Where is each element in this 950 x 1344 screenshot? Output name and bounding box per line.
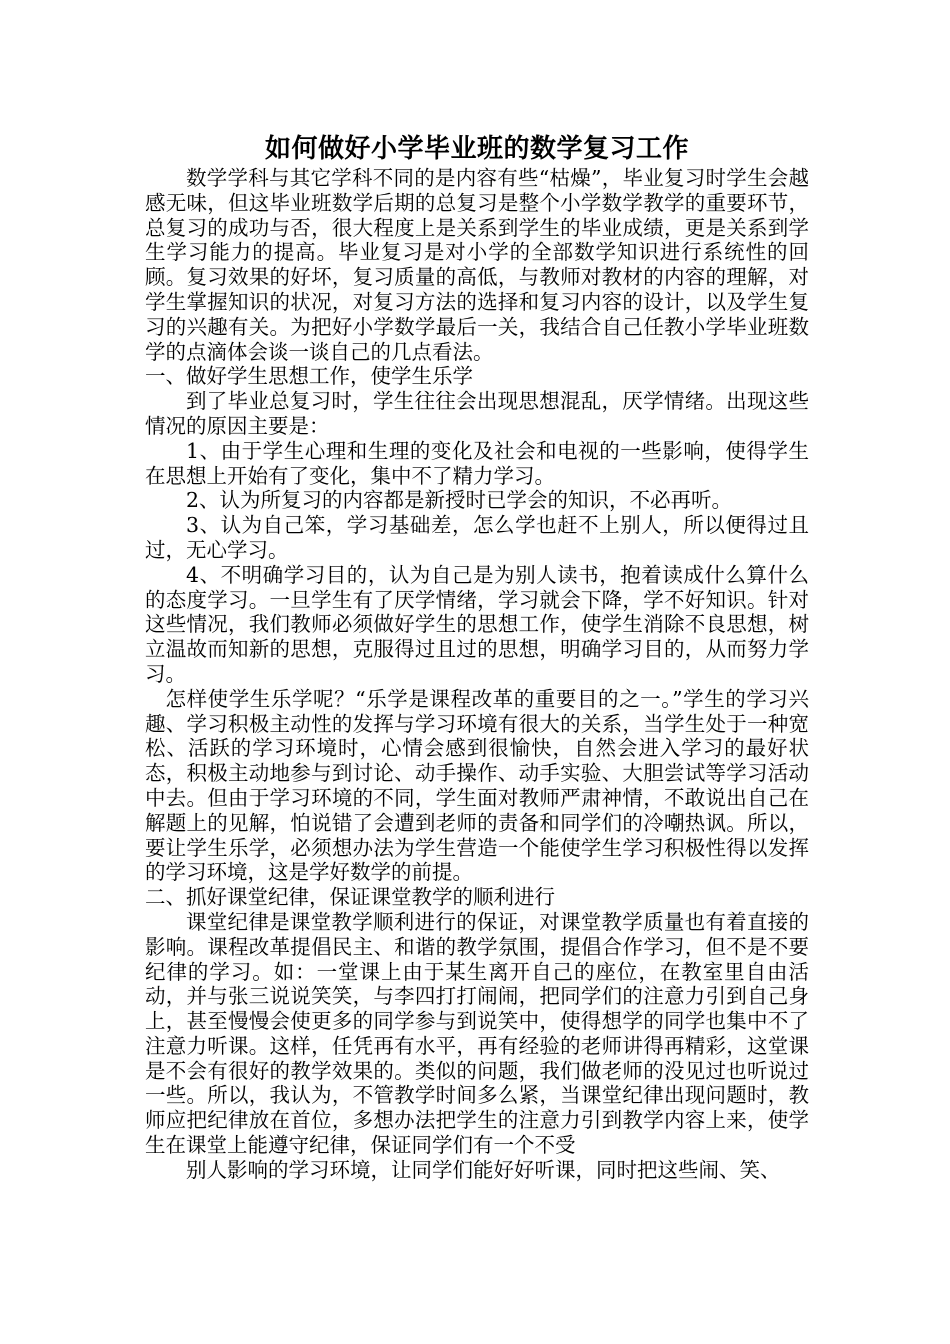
list-item-2: 2、认为所复习的内容都是新授时已学会的知识，不必再听。 (186, 488, 733, 513)
body-paragraph: 到了毕业总复习时，学生往往会出现思想混乱，厌学情绪。出现这些情况的原因主要是： (145, 389, 809, 438)
list-item-3: 3、认为自己笨，学习基础差，怎么学也赶不上别人，所以便得过且过，无心学习。 (145, 513, 809, 562)
body-paragraph: 课堂纪律是课堂教学顺利进行的保证，对课堂教学质量也有着直接的影响。课程改革提倡民主、和谐的教学氛围，提倡合作学习，但不是不要纪律的学习。如：一堂课上由于某生离开自己的座位，在教室里自由活动，并与张三说说笑笑，与李四打打闹闹，把同学们的注意力引到自己身上，甚至慢慢会使更多的同学参与到说笑中，使得想学的同学也集中不了注意力听课。这样，任凭再有水平，再有经验的老师讲得再精彩，这堂课是不会有很好的教学效果的。类似的问题，我们做老师的没见过也听说过一些。所以，我认为，不管教学时间多么紧，当课堂纪律出现问题时，教师应把纪律放在首位，多想办法把学生的注意力引到教学内容上来，使学生在课堂上能遵守纪律，保证同学们有一个不受 (145, 909, 809, 1158)
document-page (145, 132, 809, 1183)
document-title: 如何做好小学毕业班的数学复习工作 (264, 134, 689, 164)
list-item-4: 4、不明确学习目的，认为自己是为别人读书，抱着读成什么算什么的态度学习。一旦学生有了厌学情绪，学习就会下降，学不好知识。针对这些情况，我们教师必须做好学生的思想工作，使学生消除不良思想，树立温故而知新的思想，克服得过且过的思想，明确学习目的，从而努力学习。 (145, 562, 809, 686)
body-paragraph: 别人影响的学习环境，让同学们能好好听课，同时把这些闹、笑、 (186, 1157, 781, 1182)
list-item-1: 1、由于学生心理和生理的变化及社会和电视的一些影响，使得学生在思想上开始有了变化，集中不了精力学习。 (145, 438, 809, 488)
body-paragraph: 怎样使学生乐学呢？“乐学是课程改革的重要目的之一。”学生的学习兴趣、学习积极主动性的发挥与学习环境有很大的关系，当学生处于一种宽松、活跃的学习环境时，心情会感到很愉快，自然会进入学习的最好状态，积极主动地参与到讨论、动手操作、动手实验、大胆尝试等学习活动中去。但由于学习环境的不同，学生面对教师严肃神情，不敢说出自己在解题上的见解，怕说错了会遭到老师的责备和同学们的冷嘲热讽。所以，要让学生乐学，必须想办法为学生营造一个能使学生学习积极性得以发挥的学习环境，这是学好数学的前提。 (145, 686, 809, 885)
intro-paragraph: 数学学科与其它学科不同的是内容有些“枯燥”，毕业复习时学生会越感无味，但这毕业班数学后期的总复习是整个小学数学教学的重要环节，总复习的成功与否，很大程度上是关系到学生的毕业成绩，更是关系到学生学习能力的提高。毕业复习是对小学的全部数学知识进行系统性的回顾。复习效果的好坏，复习质量的高低，与教师对教材的内容的理解，对学生掌握知识的状况，对复习方法的选择和复习内容的设计，以及学生复习的兴趣有关。为把好小学数学最后一关，我结合自己任教小学毕业班数学的点滴体会谈一谈自己的几点看法。 (145, 166, 809, 364)
section-heading-2: 二、抓好课堂纪律，保证课堂教学的顺利进行 (145, 885, 555, 910)
section-heading-1: 一、做好学生思想工作，使学生乐学 (145, 364, 473, 389)
